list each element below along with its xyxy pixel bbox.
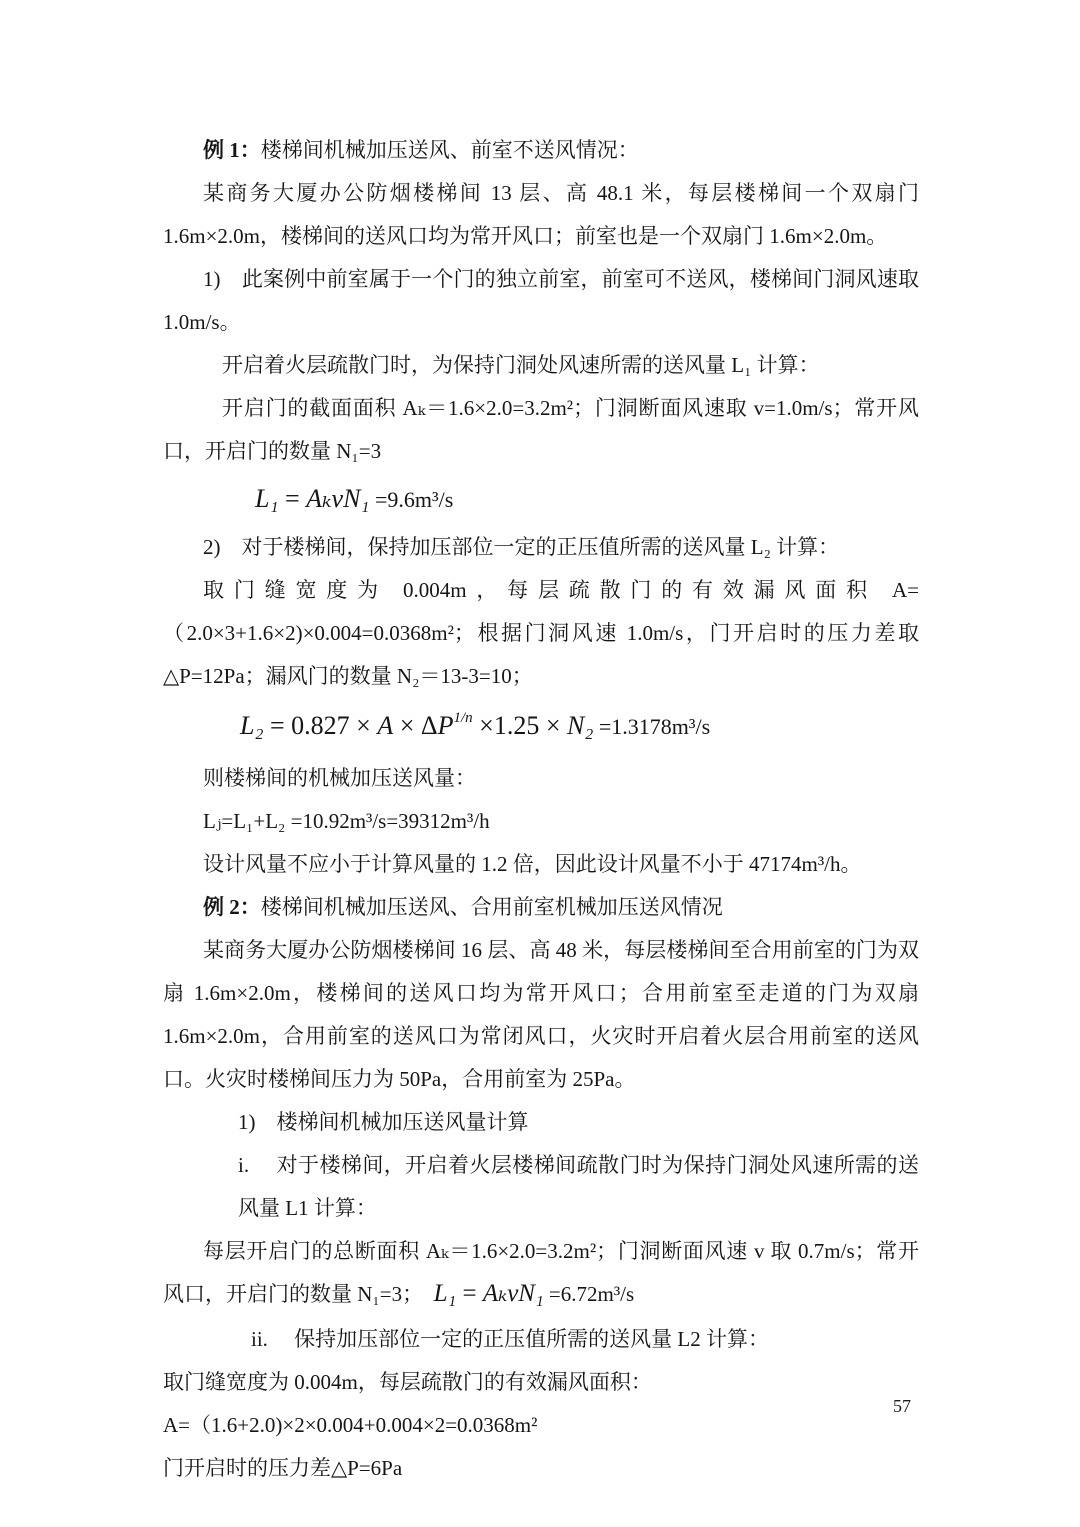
example1-heading-label: 例 1： xyxy=(203,138,261,162)
page-number: 57 xyxy=(893,1396,911,1416)
example2-leakage-area-equation: A=（1.6+2.0)×2×0.004+0.004×2=0.0368m² xyxy=(163,1413,538,1437)
formula-l1-body: AₖvN₁ xyxy=(306,484,370,513)
formula-l2-coefficient: = 0.827 × xyxy=(263,711,378,740)
example2-item-ii: ii. 保持加压部位一定的正压值所需的送风量 L2 计算： xyxy=(251,1327,769,1351)
document-text-block xyxy=(163,129,919,1490)
formula-l2-delta: × Δ xyxy=(393,711,438,740)
formula-l2-result: =1.3178m³/s xyxy=(593,714,711,739)
example1-design-flow-note: 设计风量不应小于计算风量的 1.2 倍，因此设计风量不小于 47174m³/h。 xyxy=(203,852,862,876)
example1-l2-given-paragraph: 取门缝宽度为 0.004m，每层疏散门的有效漏风面积 A=（2.0×3+1.6×2)×0.004=0.0368m²；根据门洞风速 1.0m/s，门开启时的压力差取△P=12Pa；漏风门的数量 N₂＝13-3=10； xyxy=(163,578,919,688)
inline-formula-l1-body: AₖvN₁ xyxy=(482,1280,544,1307)
example1-item-1: 1) 此案例中前室属于一个门的独立前室，前室可不送风，楼梯间门洞风速取 1.0m/s。 xyxy=(163,267,919,334)
inline-formula-l1-result: =6.72m³/s xyxy=(543,1282,635,1306)
example1-heading xyxy=(163,129,919,172)
example1-formula-l2: L₂ = 0.827 × A × ΔP1/n ×1.25 × N₂ =1.3178m³/s xyxy=(240,710,711,740)
formula-l1-lhs: L₁ xyxy=(255,484,279,513)
example1-l1-given-paragraph: 开启门的截面面积 Aₖ＝1.6×2.0=3.2m²；门洞断面风速取 v=1.0m/s；常开风口，开启门的数量 N₁=3 xyxy=(163,396,919,463)
example1-total-equation: Lⱼ=L₁+L₂ =10.92m³/s=39312m³/h xyxy=(203,809,490,833)
example2-l1-given-text: 每层开启门的总断面积 Aₖ＝1.6×2.0=3.2m²；门洞断面风速 v 取 0.7m/s；常开风口，开启门的数量 N₁=3； xyxy=(163,1239,919,1306)
example1-heading-text: 楼梯间机械加压送风、前室不送风情况： xyxy=(260,138,639,162)
example2-heading-label: 例 2： xyxy=(203,895,261,919)
formula-l2-n2-var: N₂ xyxy=(567,711,594,740)
example1-l1-intro-paragraph: 开启着火层疏散门时，为保持门洞处风速所需的送风量 L₁ 计算： xyxy=(222,353,820,377)
example2-item-1: 1) 楼梯间机械加压送风量计算 xyxy=(238,1110,529,1134)
example2-l1-given-paragraph xyxy=(163,1230,919,1316)
example2-l2-intro-paragraph: 取门缝宽度为 0.004m，每层疏散门的有效漏风面积： xyxy=(163,1370,652,1394)
example1-formula-l1 xyxy=(163,473,919,526)
formula-l2-area-var: A xyxy=(377,711,394,740)
example2-heading xyxy=(163,886,919,929)
example2-item-i: i. 对于楼梯间，开启着火层楼梯间疏散门时为保持门洞处风速所需的送风量 L1 计算： xyxy=(238,1153,919,1220)
formula-l2-factor: ×1.25 × xyxy=(472,711,567,740)
example2-intro-paragraph: 某商务大厦办公防烟楼梯间 16 层、高 48 米，每层楼梯间至合用前室的门为双扇 1.6m×2.0m，楼梯间的送风口均为常开风口；合用前室至走道的门为双扇 1.6m×2.0m，合用前室的送风口为常闭风口，火灾时开启着火层合用前室的送风口。火灾时楼梯间压力为 50Pa，合用前室为 25Pa。 xyxy=(163,938,919,1091)
formula-l1-equals: = xyxy=(278,484,307,513)
example1-item-2: 2) 对于楼梯间，保持加压部位一定的正压值所需的送风量 L₂ 计算： xyxy=(203,535,840,559)
formula-l2-pressure-var: P xyxy=(437,711,454,740)
example2-formula-l1-inline xyxy=(434,1280,635,1307)
formula-l2-lhs: L₂ xyxy=(240,711,264,740)
inline-formula-l1-equals: = xyxy=(456,1280,483,1307)
example1-total-intro: 则楼梯间的机械加压送风量： xyxy=(203,766,476,790)
formula-l1-result: =9.6m³/s xyxy=(369,487,454,512)
inline-formula-l1-lhs: L₁ xyxy=(433,1280,457,1307)
example2-pressure-difference-line: 门开启时的压力差△P=6Pa xyxy=(163,1456,403,1480)
example2-heading-text: 楼梯间机械加压送风、合用前室机械加压送风情况 xyxy=(260,895,723,919)
example1-intro-paragraph: 某商务大厦办公防烟楼梯间 13 层、高 48.1 米，每层楼梯间一个双扇门 1.6m×2.0m，楼梯间的送风口均为常开风口；前室也是一个双扇门 1.6m×2.0m。 xyxy=(163,181,919,248)
